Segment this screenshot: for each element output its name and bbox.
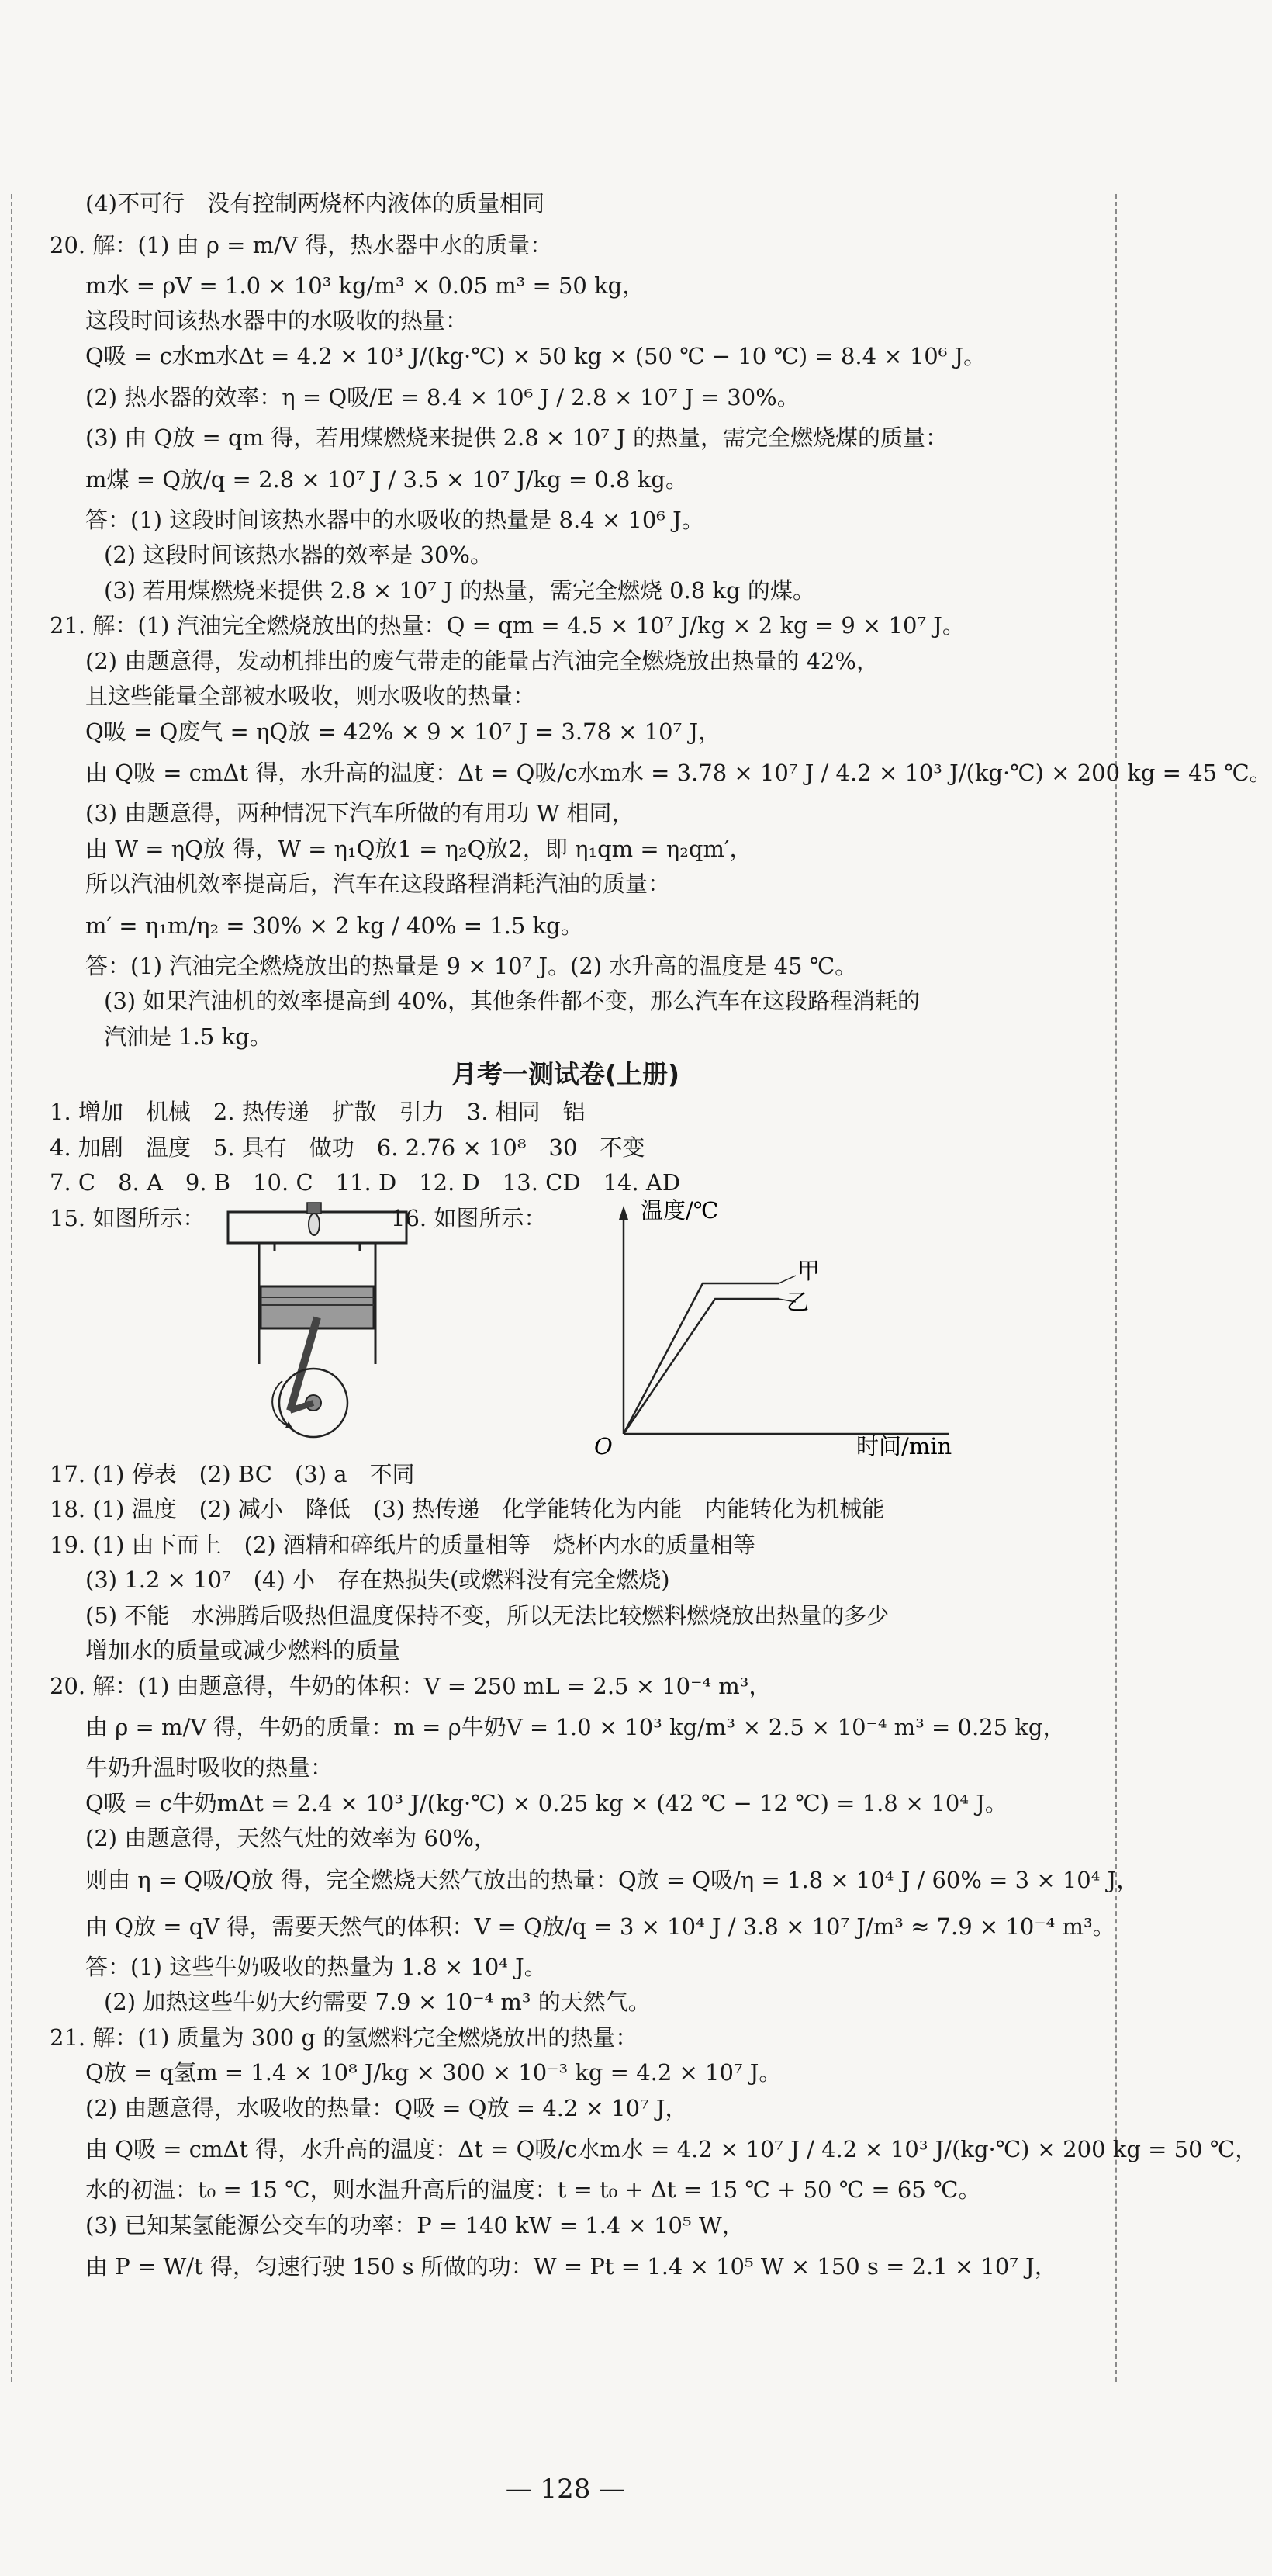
text-line: (2) 由题意得，发动机排出的废气带走的能量占汽油完全燃烧放出热量的 42%， [85, 647, 879, 674]
x-axis-label: 时间/min [856, 1432, 952, 1459]
text-line: (3) 已知某氢能源公交车的功率：P = 140 kW = 1.4 × 10⁵ W， [85, 2211, 745, 2238]
text-line: (2) 由题意得，天然气灶的效率为 60%， [85, 1825, 496, 1851]
curve-yi-label: 乙 [786, 1288, 810, 1315]
y-axis-label: 温度/℃ [641, 1196, 719, 1224]
text-line: 由 P = W/t 得，匀速行驶 150 s 所做的功：W = Pt = 1.4 × 10⁵ W × 150 s = 2.1 × 10⁷ J， [85, 2253, 1057, 2280]
text-line: 20. 解：(1) 由 ρ = m/V 得，热水器中水的质量： [50, 231, 553, 258]
text-line: 所以汽油机效率提高后，汽车在这段路程消耗汽油的质量： [85, 871, 671, 897]
text-line: 21. 解：(1) 质量为 300 g 的氢燃料完全燃烧放出的热量： [50, 2024, 638, 2051]
text-line: 17. (1) 停表 (2) BC (3) a 不同 [50, 1460, 415, 1487]
text-line: 由 W = ηQ放 得，W = η₁Q放1 = η₂Q放2，即 η₁qm = η₂qm′， [85, 835, 752, 862]
text-line: 答：(1) 这段时间该热水器中的水吸收的热量是 8.4 × 10⁶ J。 [85, 506, 704, 533]
text-line: 由 ρ = m/V 得，牛奶的质量：m = ρ牛奶V = 1.0 × 10³ kg/m³ × 2.5 × 10⁻⁴ m³ = 0.25 kg， [85, 1714, 1066, 1740]
text-line: 水的初温：t₀ = 15 ℃，则水温升高后的温度：t = t₀ + Δt = 15 ℃ + 50 ℃ = 65 ℃。 [85, 2176, 981, 2203]
text-line: m′ = η₁m/η₂ = 30% × 2 kg / 40% = 1.5 kg。 [85, 912, 583, 939]
text-line: 答：(1) 汽油完全燃烧放出的热量是 9 × 10⁷ J。(2) 水升高的温度是 45 ℃。 [85, 952, 858, 979]
text-line: (2) 热水器的效率：η = Q吸/E = 8.4 × 10⁶ J / 2.8 × 10⁷ J = 30%。 [85, 384, 800, 410]
text-line: (5) 不能 水沸腾后吸热但温度保持不变，所以无法比较燃料燃烧放出热量的多少 [85, 1601, 890, 1629]
temperature-time-graph [515, 1196, 996, 1459]
text-line: Q吸 = Q废气 = ηQ放 = 42% × 9 × 10⁷ J = 3.78 × 10⁷ J， [85, 718, 721, 745]
text-line: (4)不可行 没有控制两烧杯内液体的质量相同 [85, 190, 545, 216]
text-line: (2) 加热这些牛奶大约需要 7.9 × 10⁻⁴ m³ 的天然气。 [104, 1989, 651, 2015]
text-line: (3) 由题意得，两种情况下汽车所做的有用功 W 相同， [85, 800, 634, 826]
curve-jia-label: 甲 [797, 1257, 821, 1284]
text-line: 18. (1) 温度 (2) 减小 降低 (3) 热传递 化学能转化为内能 内能转化为机械能 [50, 1496, 885, 1522]
section-title: 月考一测试卷(上册) [451, 1059, 680, 1089]
text-line: Q放 = q氢m = 1.4 × 10⁸ J/kg × 300 × 10⁻³ kg = 4.2 × 10⁷ J。 [85, 2059, 782, 2086]
right-dashed-rule [1115, 194, 1117, 2382]
q15-label: 15. 如图所示： [50, 1204, 206, 1231]
text-line: 19. (1) 由下而上 (2) 酒精和碎纸片的质量相等 烧杯内水的质量相等 [50, 1531, 755, 1558]
text-line: 这段时间该热水器中的水吸收的热量： [85, 307, 468, 334]
text-line: 由 Q吸 = cmΔt 得，水升高的温度：Δt = Q吸/c水m水 = 3.78 × 10⁷ J / 4.2 × 10³ J/(kg·℃) × 200 kg = 45 ℃。 [85, 760, 1272, 786]
text-line: Q吸 = c牛奶mΔt = 2.4 × 10³ J/(kg·℃) × 0.25 kg × (42 ℃ − 12 ℃) = 1.8 × 10⁴ J。 [85, 1789, 1008, 1816]
text-line: 21. 解：(1) 汽油完全燃烧放出的热量：Q = qm = 4.5 × 10⁷ J/kg × 2 kg = 9 × 10⁷ J。 [50, 612, 965, 639]
text-line: 牛奶升温时吸收的热量： [85, 1754, 334, 1781]
text-line: 且这些能量全部被水吸收，则水吸收的热量： [85, 683, 536, 709]
page-number: — 128 — [505, 2474, 626, 2505]
text-line: 7. C 8. A 9. B 10. C 11. D 12. D 13. CD 14. AD [50, 1169, 681, 1196]
answer-content [50, 186, 1272, 2290]
engine-cylinder-diagram [220, 1201, 422, 1449]
text-line: 4. 加剧 温度 5. 具有 做功 6. 2.76 × 10⁸ 30 不变 [50, 1134, 645, 1161]
text-line: (3) 如果汽油机的效率提高到 40%，其他条件都不变，那么汽车在这段路程消耗的 [104, 988, 920, 1014]
y-axis-arrow [619, 1206, 628, 1220]
text-line: 答：(1) 这些牛奶吸收的热量为 1.8 × 10⁴ J。 [85, 1953, 547, 1980]
text-line: m煤 = Q放/q = 2.8 × 10⁷ J / 3.5 × 10⁷ J/kg = 0.8 kg。 [85, 466, 688, 493]
text-line: (2) 由题意得，水吸收的热量：Q吸 = Q放 = 4.2 × 10⁷ J， [85, 2094, 688, 2121]
text-line: 增加水的质量或减少燃料的质量 [85, 1637, 401, 1664]
q16-label: 16. 如图所示： [391, 1204, 547, 1231]
text-line: 由 Q放 = qV 得，需要天然气的体积：V = Q放/q = 3 × 10⁴ J / 3.8 × 10⁷ J/m³ ≈ 7.9 × 10⁻⁴ m³。 [85, 1913, 1115, 1940]
text-line: 1. 增加 机械 2. 热传递 扩散 引力 3. 相同 铝 [50, 1099, 586, 1125]
text-line: m水 = ρV = 1.0 × 10³ kg/m³ × 0.05 m³ = 50 kg， [85, 272, 645, 299]
text-line: (3) 1.2 × 10⁷ (4) 小 存在热损失(或燃料没有完全燃烧) [85, 1567, 670, 1593]
left-dashed-rule [11, 194, 12, 2382]
figure-row [50, 1196, 1081, 1459]
text-line: (3) 由 Q放 = qm 得，若用煤燃烧来提供 2.8 × 10⁷ J 的热量，需完全燃烧煤的质量： [85, 424, 948, 451]
text-line: Q吸 = c水m水Δt = 4.2 × 10³ J/(kg·℃) × 50 kg × (50 ℃ − 10 ℃) = 8.4 × 10⁶ J。 [85, 342, 987, 369]
curve-jia [624, 1283, 779, 1434]
text-line: 则由 η = Q吸/Q放 得，完全燃烧天然气放出的热量：Q放 = Q吸/η = 1.8 × 10⁴ J / 60% = 3 × 10⁴ J， [85, 1866, 1139, 1893]
text-line: 由 Q吸 = cmΔt 得，水升高的温度：Δt = Q吸/c水m水 = 4.2 × 10⁷ J / 4.2 × 10³ J/(kg·℃) × 200 kg = 50 ℃， [85, 2136, 1258, 2162]
jia-leader [779, 1276, 796, 1283]
text-line: (2) 这段时间该热水器的效率是 30%。 [104, 542, 493, 568]
curve-yi [624, 1299, 779, 1434]
text-line: 汽油是 1.5 kg。 [104, 1023, 272, 1050]
text-line: (3) 若用煤燃烧来提供 2.8 × 10⁷ J 的热量，需完全燃烧 0.8 kg 的煤。 [104, 576, 815, 604]
origin-label: O [594, 1432, 613, 1459]
text-line: 20. 解：(1) 由题意得，牛奶的体积：V = 250 mL = 2.5 × 10⁻⁴ m³， [50, 1672, 772, 1699]
